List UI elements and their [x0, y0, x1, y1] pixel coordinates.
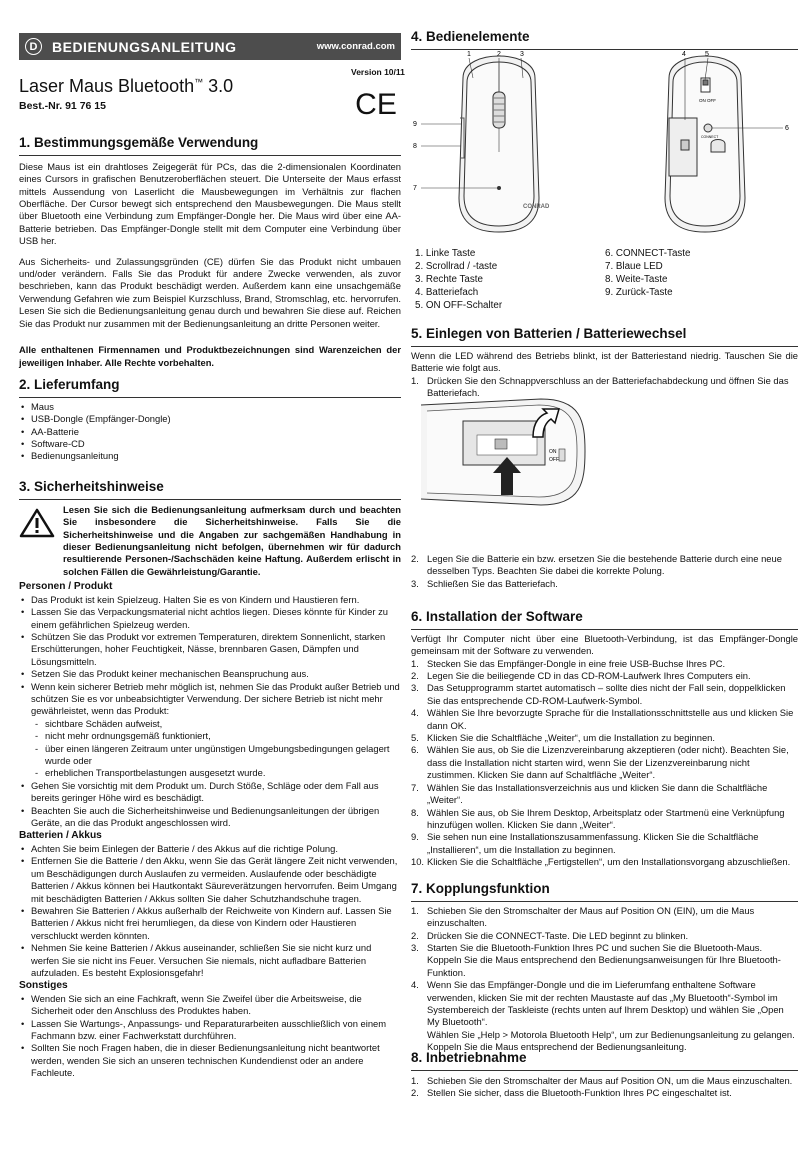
list-item: 1. Schieben Sie den Stromschalter der Maus auf Position ON (EIN), um die Maus einzuschalten. [411, 904, 755, 929]
figure-label: 3 [520, 51, 524, 58]
part-item: 2. Scrollrad / -taste [415, 260, 498, 272]
section-3-heading: 3. Sicherheitshinweise [19, 478, 401, 500]
list-item: • AA-Batterie [31, 426, 401, 438]
list-item: 8. Wählen Sie aus, ob Sie Ihrem Desktop, Arbeitsplatz oder Startmenü eine Verknüpfung hinzufügen wollen. Klicken Sie dann „Weiter“. [411, 806, 785, 830]
list-item: 3. Das Setupprogramm startet automatisch – sollte dies nicht der Fall sein, doppelklicken Sie das entsprechende CD-ROM-Laufwerk-Symbol. [411, 682, 786, 706]
list-item: • Das Produkt ist kein Spielzeug. Halten Sie es von Kindern und Haustieren fern. [31, 594, 401, 606]
person-list [19, 594, 401, 718]
pairing-continuation-1: Wählen Sie „Help > Motorola Bluetooth Help“, um zur Bedienungsanleitung zu gelangen. [427, 1028, 795, 1040]
delivery-list [19, 401, 401, 463]
other-list [19, 993, 401, 1080]
header-banner [19, 33, 401, 60]
list-item: 4. Wenn Sie das Empfänger-Dongle und die im Lieferumfang enthaltene Software verwenden, klicken Sie mit der rechten Maustaste auf das „My Bluetooth“-Symbol im Systembereich der Taskleiste (rechts unten auf Ihrem Desktop) und wählen Sie „Open My Bluetooth“. [411, 979, 784, 1028]
figure-label: 4 [682, 51, 686, 58]
list-item: • Beachten Sie auch die Sicherheitshinweise und Bedienungsanleitungen der übrigen Geräte, an die das Produkt angeschlossen wird. [31, 805, 401, 830]
battery-list [19, 843, 401, 979]
svg-text:CE: CE [355, 88, 397, 118]
section-1-paragraph-1: Diese Maus ist ein drahtloses Zeigegerät für PCs, das die 2-dimensionalen Koordinaten eines Cursors in grafischen Benutzeroberflächen steuert. Die Unterseite der Maus erfasst mittels Aussendung von Laserlicht die Mausbewegungen im Verhältnis zur flachen Oberfläche. Der Cursor bewegt sich entsprechend den Mausbewegungen. Die Maus stellt über Bluetooth eine Verbindung zum Empfänger-Dongle her. Die Maus wird über eine AA-Batterie betrieben. Das Empfänger-Dongle stellt mit dem Computer eine Verbindung über USB her. [19, 160, 401, 247]
list-item: 3. Starten Sie die Bluetooth-Funktion Ihres PC und suchen Sie die Bluetooth-Maus. Koppeln Sie die Maus entsprechend den Bedienungsanweisungen für Ihre Bluetooth-Funktion. [411, 942, 781, 978]
list-item: • Schützen Sie das Produkt vor extremen Temperaturen, direktem Sonnenlicht, starken Erschütterungen, hoher Feuchtigkeit, Nässe, brennbaren Gasen, Dämpfen und Lösungsmitteln. [31, 631, 401, 668]
part-item: 1. Linke Taste [415, 248, 476, 259]
list-item: 4. Wählen Sie Ihre bevorzugte Sprache für die Installationsschnittstelle aus und klicken Sie dann OK. [411, 707, 794, 731]
figure-label: 7 [413, 185, 417, 192]
part-item: 6. CONNECT-Taste [605, 248, 691, 259]
list-item: • Nehmen Sie keine Batterien / Akkus auseinander, schließen Sie sie nicht kurz und werfen Sie sie nicht ins Feuer. Versuchen Sie niemals, nicht aufladbare Batterien aufzuladen. Es besteht Explosionsgefahr! [31, 942, 401, 979]
section-6-intro: Verfügt Ihr Computer nicht über eine Bluetooth-Verbindung, ist das Empfänger-Dongle gemeinsam mit der Software zu verwenden. [411, 632, 798, 657]
language-logo: D [25, 38, 42, 55]
condition-sublist [31, 718, 401, 780]
part-item: 8. Weite-Taste [605, 273, 668, 285]
list-item: - über einen längeren Zeitraum unter ungünstigen Umgebungsbedingungen gelagert wurde oder [45, 743, 401, 768]
list-item: - nicht mehr ordnungsgemäß funktioniert, [45, 730, 401, 742]
part-item: 9. Zurück-Taste [605, 286, 673, 298]
list-item: • Bedienungsanleitung [31, 450, 401, 462]
switch-on-label: ON [699, 98, 706, 103]
part-item: 5. ON OFF-Schalter [415, 299, 503, 311]
brand-text: CONRAD [523, 204, 550, 210]
list-item: 9. Sie sehen nun eine Installationszusammenfassung. Klicken Sie die Schaltfläche „Installieren“, um die Installation zu beginnen. [411, 831, 759, 855]
section-8-heading: 8. Inbetriebnahme [411, 1049, 798, 1071]
part-item: 3. Rechte Taste [415, 273, 483, 285]
section-8 [411, 1049, 798, 1100]
list-item: 2. Legen Sie die beiliegende CD in das CD-ROM-Laufwerk Ihres Computers ein. [411, 670, 751, 682]
list-item: 7. Wählen Sie das Installationsverzeichnis aus und klicken Sie dann die Schaltfläche „Weiter“. [411, 781, 768, 806]
list-item: 1. Stecken Sie das Empfänger-Dongle in eine freie USB-Buchse Ihres PC. [411, 657, 726, 669]
section-3 [19, 478, 401, 1080]
list-item: • USB-Dongle (Empfänger-Dongle) [31, 413, 401, 425]
pairing-steps [411, 905, 798, 1029]
pairing-continuation-2: Koppeln Sie die Maus entsprechend der Bedienungsanleitung. [427, 1041, 687, 1053]
ce-mark-icon [355, 88, 397, 118]
switch-off-label: OFF [549, 457, 559, 463]
section-2 [19, 376, 401, 463]
figure-label: 8 [413, 143, 417, 150]
list-item: • Achten Sie beim Einlegen der Batterie / des Akkus auf die richtige Polung. [31, 843, 401, 855]
website-url[interactable]: www.conrad.com [316, 41, 395, 52]
warning-triangle-icon [19, 508, 55, 538]
list-item: 1. Schieben Sie den Stromschalter der Maus auf Position ON, um die Maus einzuschalten. [411, 1074, 793, 1086]
list-item: • Entfernen Sie die Batterie / den Akku, wenn Sie das Gerät längere Zeit nicht verwenden, um Beschädigungen durch Auslaufen zu vermeiden. Auslaufende oder beschädigte Batterien / Akkus können bei Hautkontakt Säureverätzungen hervorrufen. Beim Umgang mit beschädigten Batterien / Akkus sollten Sie daher Schutzhandschuhe tragen. [31, 855, 401, 905]
list-item: • Sollten Sie noch Fragen haben, die in dieser Bedienungsanleitung nicht beantwortet werden, wenden Sie sich an unseren technischen Kundendienst oder an andere Fachleute. [31, 1042, 401, 1079]
mouse-bottom-view [665, 56, 745, 232]
section-6-heading: 6. Installation der Software [411, 608, 798, 630]
section-1-paragraph-2: Aus Sicherheits- und Zulassungsgründen (CE) dürfen Sie das Produkt nicht umbauen und/oder verändern. Falls Sie das Produkt für andere Zwecke verwenden, als zuvor beschrieben, kann das Produkt beschädigt werden. Außerdem kann eine unsachgemäße Verwendung Gefahren wie zum Beispiel Kurzschluss, Brand, Stromschlag, etc. hervorrufen. Lesen Sie sich die Bedienungsanleitung genau durch und bewahren Sie diese auf. Reichen Sie das Produkt nur zusammen mit der Bedienungsanleitung an dritte Personen weiter. [19, 255, 401, 329]
list-item: • Lassen Sie Wartungs-, Anpassungs- und Reparaturarbeiten ausschließlich von einem Fachmann bzw. einer Fachwerkstatt durchführen. [31, 1018, 401, 1043]
person-heading: Personen / Produkt [19, 581, 113, 593]
section-5 [411, 325, 798, 399]
list-item: - sichtbare Schäden aufweist, [45, 718, 401, 730]
version-label: Version 10/11 [351, 67, 405, 77]
section-1-trademark-note: Alle enthaltenen Firmennamen und Produktbezeichnungen sind Warenzeichen der jeweiligen Inhaber. Alle Rechte vorbehalten. [19, 344, 401, 368]
person-list-continued [19, 780, 401, 830]
list-item: 10. Klicken Sie die Schaltfläche „Fertigstellen“, um den Installationsvorgang abzuschließen. [411, 856, 791, 868]
figure-label: 2 [497, 51, 501, 58]
document-type-title: BEDIENUNGSANLEITUNG [52, 39, 237, 55]
product-title: Laser Maus Bluetooth™ 3.0 [19, 76, 234, 96]
list-item: 2. Legen Sie die Batterie ein bzw. ersetzen Sie die bestehende Batterie durch eine neue desselben Typs. Beachten Sie dabei die korrekte Polung. [411, 553, 782, 577]
section-4-heading: 4. Bedienelemente [411, 28, 798, 50]
warning-text: Lesen Sie sich die Bedienungsanleitung aufmerksam durch und beachten Sie insbesondere die Sicherheitshinweise. Falls Sie die Sicherheitshinweise und die Angaben zur sachgemäßen Handhabung in dieser Bedienungsanleitung nicht befolgen, übernehmen wir für dadurch resultierende Personen-/Sachschäden keine Haftung. Außerdem erlischt in solchen Fällen die Gewährleistung/Garantie. [63, 503, 401, 577]
startup-steps [411, 1075, 798, 1100]
list-item: • Software-CD [31, 438, 401, 450]
part-item: 7. Blaue LED [605, 260, 663, 272]
section-1-heading: 1. Bestimmungsgemäße Verwendung [19, 134, 401, 156]
switch-off-label: OFF [707, 98, 716, 103]
install-steps [411, 658, 798, 869]
figure-label: 1 [467, 51, 471, 58]
list-item: • Gehen Sie vorsichtig mit dem Produkt um. Durch Stöße, Schläge oder dem Fall aus bereits geringer Höhe wird es beschädigt. [31, 780, 401, 805]
section-1 [19, 134, 401, 369]
section-6 [411, 608, 798, 869]
section-7-heading: 7. Kopplungsfunktion [411, 880, 798, 902]
warning-box [19, 504, 401, 578]
section-4 [411, 28, 798, 50]
section-5-heading: 5. Einlegen von Batterien / Batteriewechsel [411, 325, 798, 347]
list-item: 3. Schließen Sie das Batteriefach. [411, 577, 558, 589]
order-number: Best.-Nr. 91 76 15 [19, 100, 106, 112]
section-5-intro: Wenn die LED während des Betriebs blinkt, ist der Batteriestand niedrig. Tauschen Sie die Batterie wie folgt aus. [411, 349, 798, 374]
list-item: 2. Stellen Sie sicher, dass die Bluetooth-Funktion Ihres PC eingeschaltet ist. [411, 1087, 732, 1099]
battery-compartment-figure [421, 391, 591, 519]
section-2-heading: 2. Lieferumfang [19, 376, 401, 398]
list-item: 2. Drücken Sie die CONNECT-Taste. Die LED beginnt zu blinken. [411, 929, 689, 941]
section-5-steps [411, 553, 798, 590]
list-item: • Bewahren Sie Batterien / Akkus außerhalb der Reichweite von Kindern auf. Lassen Sie Batterien / Akkus nicht frei herumliegen, da diese von Kindern oder Haustieren verschluckt werden könnten. [31, 905, 401, 942]
section-7 [411, 880, 798, 1054]
list-item: 5. Klicken Sie die Schaltfläche „Weiter“, um die Installation zu beginnen. [411, 732, 716, 744]
connect-label: CONNECT [701, 135, 719, 139]
list-item: • Setzen Sie das Produkt keiner mechanischen Beanspruchung aus. [31, 668, 401, 680]
other-heading: Sonstiges [19, 980, 68, 992]
list-item: • Wenn kein sicherer Betrieb mehr möglich ist, nehmen Sie das Produkt außer Betrieb und schützen Sie es vor unbeabsichtigter Verwendung. Der sichere Betrieb ist nicht mehr gewährleistet, wenn das Produkt: [31, 681, 401, 718]
figure-label: 6 [785, 125, 789, 132]
battery-steps-b [411, 553, 798, 590]
list-item: - erheblichen Transportbelastungen ausgesetzt wurde. [45, 767, 401, 779]
list-item: 6. Wählen Sie aus, ob Sie die Lizenzvereinbarung akzeptieren (oder nicht). Beachten Sie, dass die Installation nicht starten wird, wenn Sie der Lizenzvereinbarung nicht zustimmen. Klicken Sie dann auf Schaltfläche „Weiter“. [411, 744, 789, 781]
mouse-diagram [411, 48, 798, 244]
list-item: • Maus [31, 401, 401, 413]
figure-label: 9 [413, 121, 417, 128]
switch-on-label: ON [549, 449, 557, 455]
list-item: • Wenden Sie sich an eine Fachkraft, wenn Sie Zweifel über die Arbeitsweise, die Sicherheit oder den Anschluss des Produktes haben. [31, 993, 401, 1018]
part-item: 4. Batteriefach [415, 286, 479, 298]
battery-heading: Batterien / Akkus [19, 830, 102, 842]
list-item: • Lassen Sie das Verpackungsmaterial nicht achtlos liegen. Dieses könnte für Kinder zu einem gefährlichen Spielzeug werden. [31, 606, 401, 631]
figure-label: 5 [705, 51, 709, 58]
list-item: 1. Drücken Sie den Schnappverschluss an der Batteriefachabdeckung und öffnen Sie das Batteriefach. [411, 374, 789, 399]
